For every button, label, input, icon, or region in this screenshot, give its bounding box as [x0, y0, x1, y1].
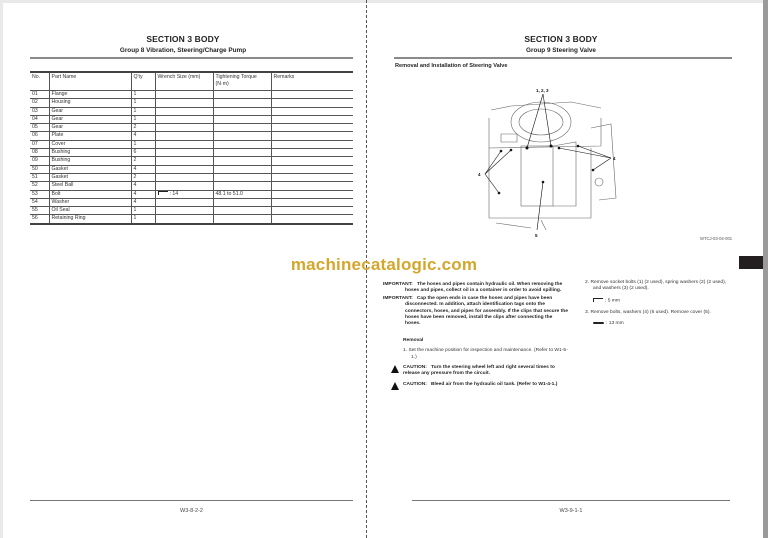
- important-note-1: [383, 282, 568, 295]
- cell-remarks: [271, 215, 353, 224]
- step-2: 2. Remove socket bolts (1) (2 used), spring washers (2) (2 used), and washers (3) (2 used).: [585, 280, 727, 292]
- cell-qty: 2: [131, 124, 155, 132]
- cell-remarks: [271, 182, 353, 190]
- hex-wrench-icon: [593, 298, 603, 302]
- cell-remarks: [271, 140, 353, 148]
- cell-qty: 4: [131, 132, 155, 140]
- cell-wrench: [155, 198, 213, 206]
- parts-table: [30, 71, 353, 225]
- cell-torque: [213, 132, 271, 140]
- cell-part: Bushing: [49, 157, 131, 165]
- callout-4-left: 4: [478, 172, 481, 177]
- removal-section: [383, 338, 568, 388]
- cell-torque: 48.1 to 51.0: [213, 190, 271, 198]
- cell-torque: [213, 115, 271, 123]
- cell-part: Plate: [49, 132, 131, 140]
- cell-torque: [213, 140, 271, 148]
- important-label: IMPORTANT:: [383, 295, 413, 301]
- table-row: [30, 132, 353, 140]
- important-text: The hoses and pipes contain hydraulic oil. When removing the hoses and pipes, collect oil in a container in order to avoid spilling.: [405, 282, 563, 294]
- table-row: [30, 99, 353, 107]
- group-title: Group 9 Steering Valve: [526, 47, 596, 54]
- cell-remarks: [271, 157, 353, 165]
- cell-remarks: [271, 190, 353, 198]
- table-row: [30, 215, 353, 224]
- cell-qty: 1: [131, 115, 155, 123]
- cell-qty: 1: [131, 107, 155, 115]
- cell-part: Cover: [49, 140, 131, 148]
- table-row: [30, 107, 353, 115]
- cell-part: Flange: [49, 91, 131, 99]
- socket-wrench-icon: [158, 191, 168, 195]
- cell-part: Housing: [49, 99, 131, 107]
- important-note-2: [383, 296, 568, 328]
- cell-remarks: [271, 91, 353, 99]
- watermark-text: machinecatalogic.com: [290, 255, 478, 274]
- cell-torque: [213, 207, 271, 215]
- cell-qty: 4: [131, 165, 155, 173]
- table-header-row: [30, 72, 353, 91]
- step-1: 1. Set the machine position for inspection and maintenance. (Refer to W1-5-1.): [403, 348, 568, 360]
- cell-torque: [213, 165, 271, 173]
- cell-no: 51: [30, 173, 49, 181]
- cell-no: 08: [30, 149, 49, 157]
- cell-torque: [213, 124, 271, 132]
- cell-wrench: [155, 124, 213, 132]
- caution-label: CAUTION:: [403, 365, 427, 371]
- cell-torque: [213, 107, 271, 115]
- procedure-heading: Removal and Installation of Steering Valve: [395, 63, 508, 69]
- cell-no: 03: [30, 107, 49, 115]
- cell-torque: [213, 215, 271, 224]
- cell-no: 04: [30, 115, 49, 123]
- removal-heading: Removal: [403, 337, 424, 343]
- cell-remarks: [271, 173, 353, 181]
- cell-part: Retaining Ring: [49, 215, 131, 224]
- cell-no: 09: [30, 157, 49, 165]
- cell-wrench: [155, 190, 213, 198]
- cell-qty: 1: [131, 140, 155, 148]
- col-header-wrench-size: Wrench Size (mm): [155, 72, 213, 91]
- cell-wrench: [155, 132, 213, 140]
- cell-qty: 6: [131, 149, 155, 157]
- cell-wrench: [155, 215, 213, 224]
- table-row: [30, 149, 353, 157]
- tool-size: : 5 mm: [605, 298, 620, 304]
- table-row: [30, 173, 353, 181]
- col-header-remarks: Remarks: [271, 72, 353, 91]
- right-column-text: [585, 280, 735, 332]
- table-row: [30, 198, 353, 206]
- cell-no: 54: [30, 198, 49, 206]
- cell-torque: [213, 99, 271, 107]
- footer-rule: [30, 500, 353, 501]
- cell-part: Bushing: [49, 149, 131, 157]
- cell-torque: [213, 182, 271, 190]
- cell-wrench: [155, 207, 213, 215]
- cell-wrench: [155, 157, 213, 165]
- cell-wrench: [155, 107, 213, 115]
- cell-qty: 1: [131, 215, 155, 224]
- page-number: W3-9-1-1: [559, 508, 583, 514]
- col-header-part-name: Part Name: [49, 72, 131, 91]
- cell-qty: 4: [131, 190, 155, 198]
- wrench-size-value: : 14: [169, 190, 179, 197]
- cell-part: Bolt: [49, 190, 131, 198]
- cell-remarks: [271, 198, 353, 206]
- table-row: [30, 165, 353, 173]
- cell-remarks: [271, 165, 353, 173]
- cell-no: 53: [30, 190, 49, 198]
- cell-wrench: [155, 182, 213, 190]
- group-title: Group 8 Vibration, Steering/Charge Pump: [119, 47, 247, 54]
- spanner-wrench-icon: [593, 322, 604, 324]
- cell-remarks: [271, 107, 353, 115]
- cell-no: 52: [30, 182, 49, 190]
- table-row: [30, 115, 353, 123]
- cell-wrench: [155, 91, 213, 99]
- cell-part: Steel Ball: [49, 182, 131, 190]
- cell-qty: 4: [131, 182, 155, 190]
- cell-remarks: [271, 99, 353, 107]
- header-rule: [394, 57, 732, 59]
- tool-spec-2: [593, 298, 735, 305]
- important-text: Cap the open ends in case the hoses and pipes have been disconnected. In addition, attach identification tags onto the connectors, hoses, and pipes for assembly. If the clips that secure the hoses have been removed, install the clips after connecting the hoses.: [405, 295, 568, 327]
- cell-qty: 1: [131, 99, 155, 107]
- col-header-tightening-torque: Tightening Torque (N·m): [213, 72, 271, 91]
- footer-rule: [412, 500, 730, 501]
- tool-size: : 13 mm: [606, 320, 624, 326]
- page-number: W3-8-2-2: [180, 508, 203, 514]
- cell-no: 02: [30, 99, 49, 107]
- cell-no: 55: [30, 207, 49, 215]
- callout-4-right: 4: [613, 156, 616, 161]
- cell-remarks: [271, 207, 353, 215]
- cell-qty: 4: [131, 198, 155, 206]
- cell-wrench: [155, 115, 213, 123]
- cell-part: Gear: [49, 107, 131, 115]
- table-row: [30, 157, 353, 165]
- cell-remarks: [271, 149, 353, 157]
- table-row: [30, 190, 353, 198]
- caution-text: Turn the steering wheel left and right several times to release any pressure from the circuit.: [403, 365, 555, 377]
- cell-part: Washer: [49, 198, 131, 206]
- warning-triangle-icon: [391, 365, 399, 373]
- cell-wrench: [155, 173, 213, 181]
- left-column-text: [383, 282, 568, 388]
- col-header-qty: Q'ty: [131, 72, 155, 91]
- section-title: SECTION 3 BODY: [146, 34, 220, 44]
- caution-label: CAUTION:: [403, 381, 427, 387]
- cell-no: 56: [30, 215, 49, 224]
- cell-wrench: [155, 99, 213, 107]
- header-rule: [30, 57, 353, 59]
- col-header-no: No.: [30, 72, 49, 91]
- cell-torque: [213, 149, 271, 157]
- caution-note-1: [391, 365, 568, 378]
- table-row: [30, 91, 353, 99]
- cell-wrench: [155, 140, 213, 148]
- cell-remarks: [271, 124, 353, 132]
- callout-1-2-3: 1, 2, 3: [536, 88, 549, 93]
- table-row: [30, 140, 353, 148]
- important-label: IMPORTANT:: [383, 282, 413, 287]
- cell-part: Gear: [49, 124, 131, 132]
- figure-code: WTCJ-03-04-001: [700, 236, 733, 241]
- cell-qty: 1: [131, 91, 155, 99]
- table-row: [30, 182, 353, 190]
- cell-wrench: [155, 149, 213, 157]
- tool-spec-3: [593, 321, 735, 327]
- cell-remarks: [271, 115, 353, 123]
- cell-qty: 2: [131, 157, 155, 165]
- cell-part: Oil Seal: [49, 207, 131, 215]
- cell-torque: [213, 91, 271, 99]
- cell-torque: [213, 157, 271, 165]
- cell-wrench: [155, 165, 213, 173]
- step-3: 3. Remove bolts, washers (4) (6 used). Remove cover (5).: [585, 309, 711, 315]
- cell-qty: 1: [131, 207, 155, 215]
- cell-part: Gasket: [49, 165, 131, 173]
- cell-no: 06: [30, 132, 49, 140]
- cell-part: Gear: [49, 115, 131, 123]
- cell-torque: [213, 173, 271, 181]
- table-row: [30, 124, 353, 132]
- warning-triangle-icon: [391, 382, 399, 390]
- caution-note-2: [391, 382, 568, 388]
- cell-qty: 2: [131, 173, 155, 181]
- section-title: SECTION 3 BODY: [524, 34, 598, 44]
- cell-no: 01: [30, 91, 49, 99]
- steering-valve-figure: [471, 88, 621, 238]
- cell-no: 07: [30, 140, 49, 148]
- cell-remarks: [271, 132, 353, 140]
- cell-no: 50: [30, 165, 49, 173]
- cell-no: 05: [30, 124, 49, 132]
- table-row: [30, 207, 353, 215]
- callout-5: 5: [535, 233, 538, 238]
- cell-part: Gasket: [49, 173, 131, 181]
- cell-torque: [213, 198, 271, 206]
- caution-text: Bleed air from the hydraulic oil tank. (Refer to W1-4-1.): [431, 381, 558, 387]
